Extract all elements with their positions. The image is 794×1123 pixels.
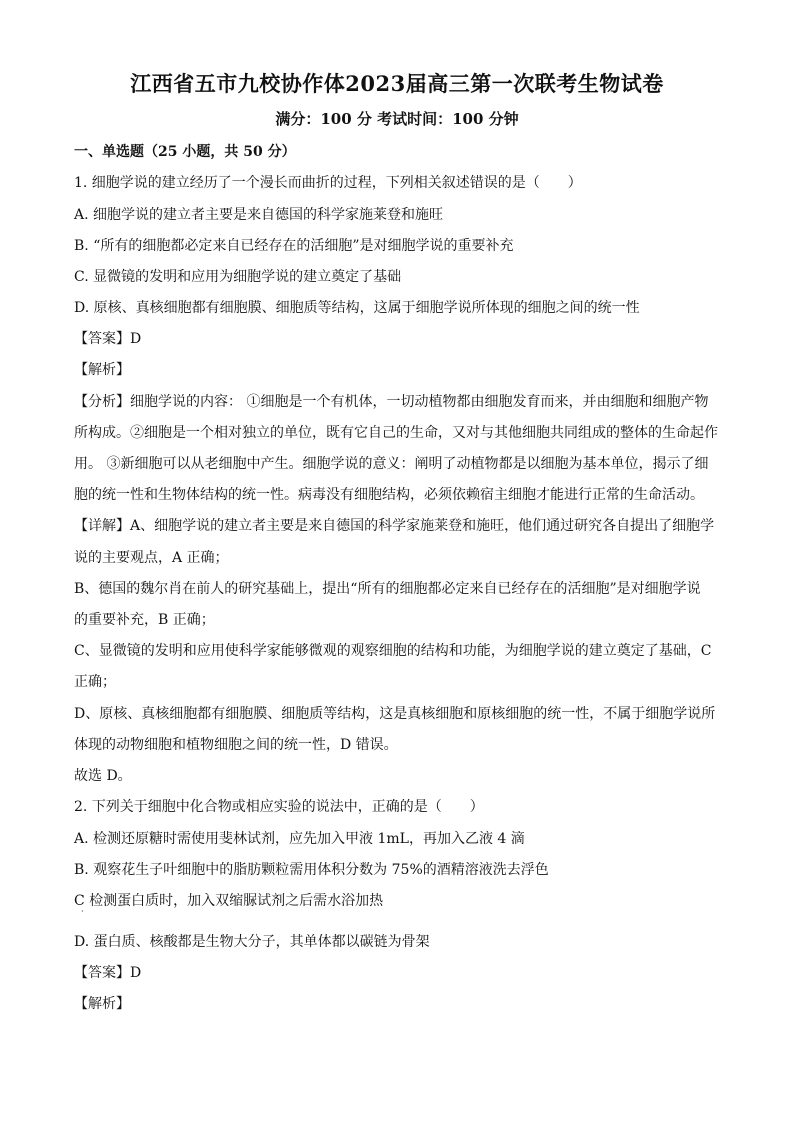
q1-option-a: A. 细胞学说的建立者主要是来自德国的科学家施莱登和施旺 [74, 207, 444, 223]
q1-answer: 【答案】D [74, 331, 142, 347]
q2-option-c: C 检测蛋白质时，加入双缩脲试剂之后需水浴加热 [74, 893, 384, 909]
q1-analysis-line: 【详解】A、细胞学说的建立者主要是来自德国的科学家施莱登和施旺，他们通过研究各自提出了细胞学 [74, 518, 715, 534]
q1-analysis-line: 体现的动物细胞和植物细胞之间的统一性，D 错误。 [74, 737, 398, 753]
q1-analysis-line: C、显微镜的发明和应用使科学家能够微观的观察细胞的结构和功能，为细胞学说的建立奠定了基础，C [74, 643, 712, 659]
q2-analysis-label: 【解析】 [74, 996, 130, 1012]
q1-analysis-line: 的重要补充，B 正确； [74, 612, 215, 628]
q2-stem: 2. 下列关于细胞中化合物或相应实验的说法中，正确的是（ ） [74, 799, 484, 815]
q2-option-b: B. 观察花生子叶细胞中的脂肪颗粒需用体积分数为 75%的酒精溶液洗去浮色 [74, 862, 549, 878]
q1-analysis-line: 用。 ③新细胞可以从老细胞中产生。细胞学说的意义：阐明了动植物都是以细胞为基本单位，揭示了细 [74, 456, 709, 472]
page-title: 江西省五市九校协作体2023届高三第一次联考生物试卷 [130, 71, 664, 96]
stray-mark: · [81, 907, 84, 916]
q1-stem: 1. 细胞学说的建立经历了一个漫长而曲折的过程，下列相关叙述错误的是（ ） [74, 175, 582, 191]
q1-analysis-line: 故选 D。 [74, 768, 132, 784]
q1-analysis-line: 【分析】细胞学说的内容： ①细胞是一个有机体，一切动植物都由细胞发育而来，并由细胞和细胞产物 [74, 394, 709, 410]
q1-option-b: B. “所有的细胞都必定来自已经存在的活细胞”是对细胞学说的重要补充 [74, 238, 514, 254]
section-heading: 一、单选题（25 小题，共 50 分） [74, 144, 296, 160]
q1-analysis-label: 【解析】 [74, 362, 130, 378]
q1-analysis-line: D、原核、真核细胞都有细胞膜、细胞质等结构，这是真核细胞和原核细胞的统一性，不属于细胞学说所 [74, 706, 716, 722]
q2-answer: 【答案】D [74, 965, 142, 981]
q1-option-c: C. 显微镜的发明和应用为细胞学说的建立奠定了基础 [74, 269, 402, 285]
q1-analysis-line: 正确； [74, 674, 116, 690]
q2-option-a: A. 检测还原糖时需使用斐林试剂，应先加入甲液 1mL，再加入乙液 4 滴 [74, 831, 525, 847]
exam-info: 满分：100 分 考试时间：100 分钟 [275, 110, 519, 128]
q1-analysis-line: 所构成。②细胞是一个相对独立的单位，既有它自己的生命，又对与其他细胞共同组成的整体的生命起作 [74, 425, 718, 441]
q1-option-d: D. 原核、真核细胞都有细胞膜、细胞质等结构，这属于细胞学说所体现的细胞之间的统一性 [74, 300, 640, 316]
q2-option-d: D. 蛋白质、核酸都是生物大分子，其单体都以碳链为骨架 [74, 934, 430, 950]
q1-analysis-line: 说的主要观点，A 正确； [74, 550, 229, 566]
q1-analysis-line: B、德国的魏尔肖在前人的研究基础上，提出“所有的细胞都必定来自已经存在的活细胞”是对细胞学说 [74, 581, 701, 597]
q1-analysis-line: 胞的统一性和生物体结构的统一性。病毒没有细胞结构，必须依赖宿主细胞才能进行正常的生命活动。 [74, 487, 704, 503]
